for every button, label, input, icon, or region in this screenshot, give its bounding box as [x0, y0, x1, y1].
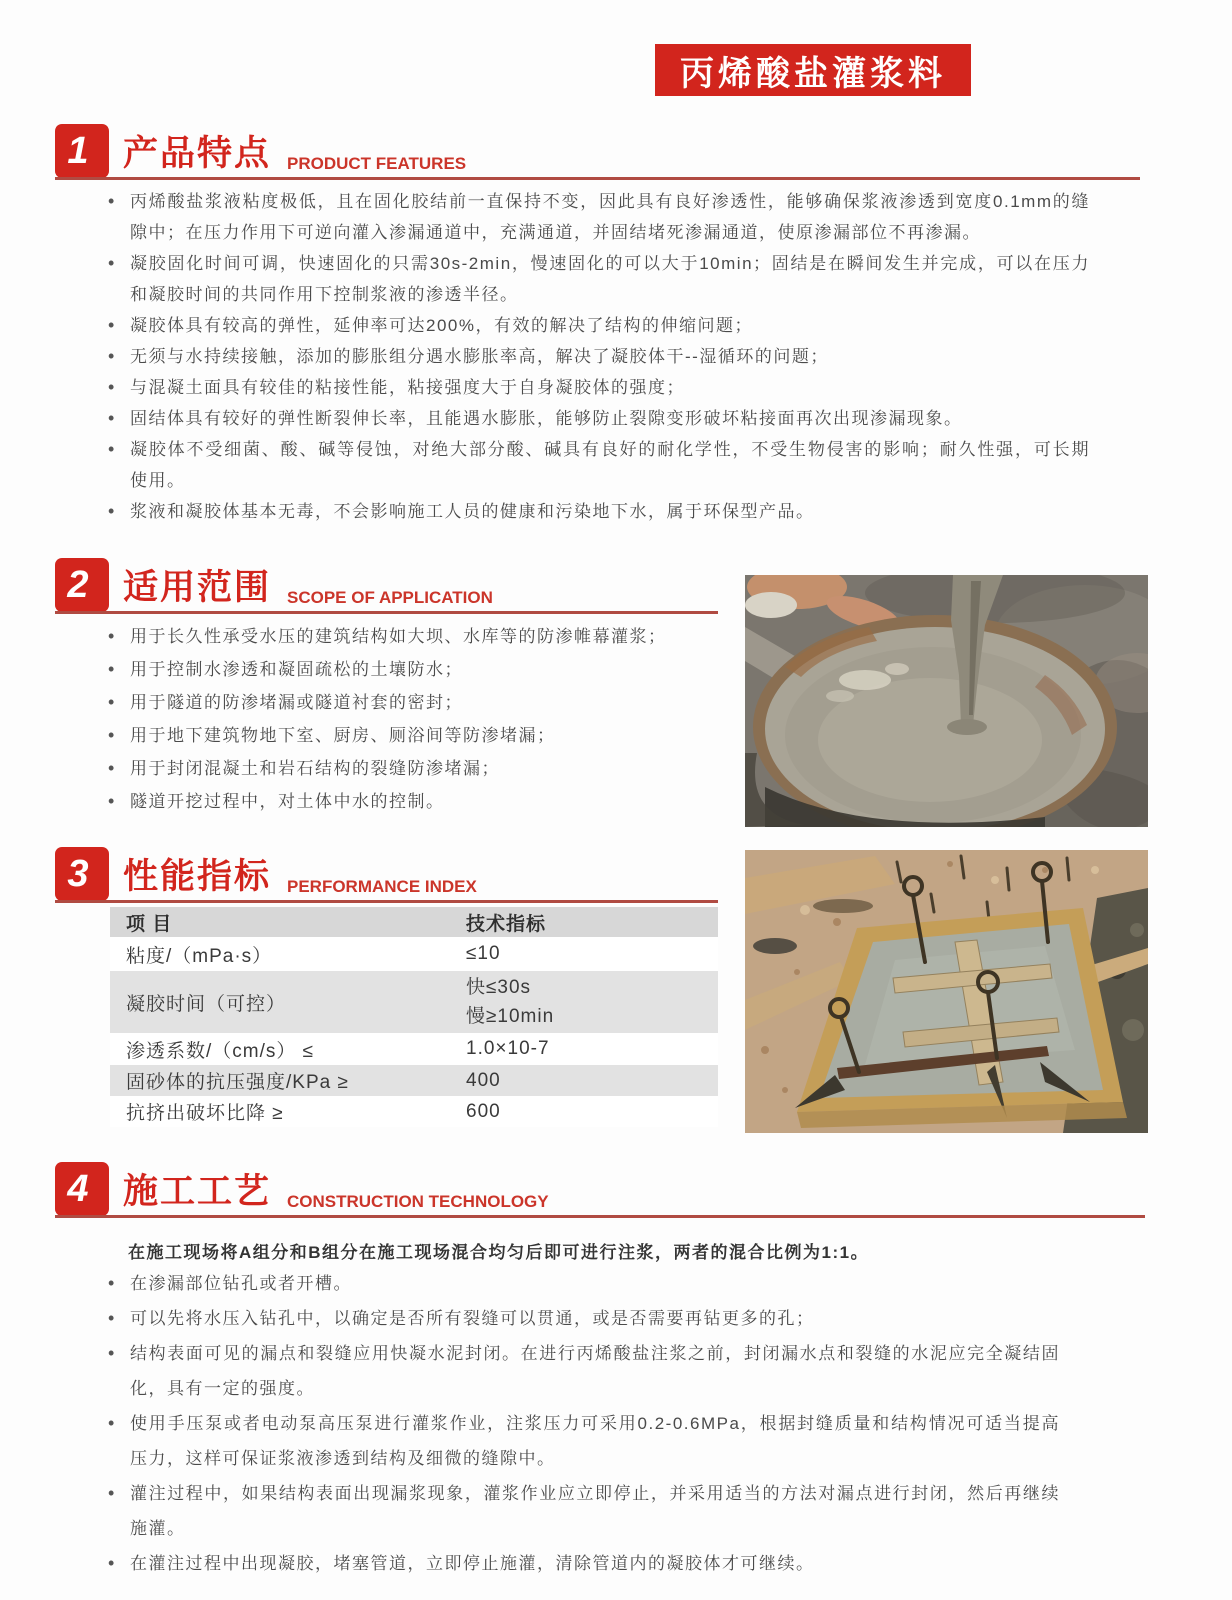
list-item: • 在渗漏部位钻孔或者开槽。 [100, 1266, 1060, 1301]
construction-intro-text: 在施工现场将A组分和B组分在施工现场混合均匀后即可进行注浆，两者的混合比例为1:1。 [128, 1243, 870, 1262]
table-cell-item: 抗挤出破坏比降 ≥ [126, 1103, 284, 1124]
scope-of-application-list [100, 620, 730, 818]
table-row [110, 1065, 718, 1096]
list-item: • 凝胶体不受细菌、酸、碱等侵蚀，对绝大部分酸、碱具有良好的耐化学性，不受生物侵害的影响；耐久性强，可长期使用。 [100, 434, 1090, 496]
section-1-underline [55, 177, 1140, 180]
table-cell-value: 600 [466, 1100, 501, 1122]
section-1-subtitle: PRODUCT FEATURES [287, 154, 467, 173]
section-4-subtitle: CONSTRUCTION TECHNOLOGY [287, 1192, 549, 1211]
list-item: • 与混凝土面具有较佳的粘接性能，粘接强度大于自身凝胶体的强度； [100, 372, 1090, 403]
table-cell-item: 粘度/（mPa·s） [126, 945, 273, 967]
list-item: • 凝胶体具有较高的弹性，延伸率可达200%，有效的解决了结构的伸缩问题； [100, 310, 1090, 341]
list-item: • 在灌注过程中出现凝胶，堵塞管道，立即停止施灌，清除管道内的凝胶体才可继续。 [100, 1546, 1060, 1581]
table-cell-item: 渗透系数/（cm/s） ≤ [126, 1040, 315, 1062]
section-4-title: 施工工艺 [123, 1172, 272, 1211]
section-2-subtitle: SCOPE OF APPLICATION [287, 588, 493, 607]
list-item: • 可以先将水压入钻孔中，以确定是否所有裂缝可以贯通，或是否需要再钻更多的孔； [100, 1301, 1060, 1336]
construction-steps-list [100, 1266, 1060, 1581]
table-header-row [110, 907, 718, 937]
list-item: • 用于隧道的防渗堵漏或隧道衬套的密封； [100, 686, 730, 719]
formwork-casting-photo [745, 850, 1148, 1133]
table-cell-value [462, 973, 718, 1031]
section-3-number: 3 [55, 847, 109, 901]
performance-index-table [110, 907, 718, 1127]
section-3-header [55, 845, 718, 903]
list-item: • 用于控制水渗透和凝固疏松的土壤防水； [100, 653, 730, 686]
list-item: • 用于封闭混凝土和岩石结构的裂缝防渗堵漏； [100, 752, 730, 785]
section-3-underline [55, 900, 718, 903]
section-4-underline [55, 1215, 1145, 1218]
formwork-casting-illustration [745, 850, 1148, 1133]
section-1-header [55, 122, 1140, 180]
table-header-value: 技术指标 [466, 913, 547, 935]
section-4-number: 4 [55, 1162, 109, 1216]
list-item: • 凝胶固化时间可调，快速固化的只需30s-2min，慢速固化的可以大于10min；固结是在瞬间发生并完成，可以在压力和凝胶时间的共同作用下控制浆液的渗透半径。 [100, 248, 1090, 310]
grout-mixing-illustration [745, 575, 1148, 827]
list-item: • 浆液和凝胶体基本无毒，不会影响施工人员的健康和污染地下水，属于环保型产品。 [100, 496, 1090, 527]
grout-mixing-photo [745, 575, 1148, 827]
list-item: • 固结体具有较好的弹性断裂伸长率，且能遇水膨胀，能够防止裂隙变形破坏粘接面再次出现渗漏现象。 [100, 403, 1090, 434]
list-item: • 无须与水持续接触，添加的膨胀组分遇水膨胀率高，解决了凝胶体干--湿循环的问题； [100, 341, 1090, 372]
table-row [110, 1096, 718, 1127]
list-item: • 结构表面可见的漏点和裂缝应用快凝水泥封闭。在进行丙烯酸盐注浆之前，封闭漏水点和裂缝的水泥应完全凝结固化，具有一定的强度。 [100, 1336, 1060, 1406]
table-cell-item: 凝胶时间（可控） [126, 993, 287, 1015]
list-item: • 用于长久性承受水压的建筑结构如大坝、水库等的防渗帷幕灌浆； [100, 620, 730, 653]
table-cell-value: ≤10 [466, 943, 501, 964]
list-item: • 灌注过程中，如果结构表面出现漏浆现象，灌浆作业应立即停止，并采用适当的方法对漏点进行封闭，然后再继续施灌。 [100, 1476, 1060, 1546]
list-item: • 隧道开挖过程中，对土体中水的控制。 [100, 785, 730, 818]
section-1-number: 1 [55, 124, 109, 178]
table-cell-value-fast: 快≤30s [466, 977, 532, 998]
section-3-subtitle: PERFORMANCE INDEX [287, 877, 477, 896]
table-cell-value: 1.0×10-7 [466, 1038, 550, 1059]
table-row [110, 1033, 718, 1065]
table-row [110, 971, 718, 1033]
list-item: • 丙烯酸盐浆液粘度极低，且在固化胶结前一直保持不变，因此具有良好渗透性，能够确保浆液渗透到宽度0.1mm的缝隙中；在压力作用下可逆向灌入渗漏通道中，充满通道，并固结堵死渗漏通道，使原渗漏部位不再渗漏。 [100, 186, 1090, 248]
list-item: • 用于地下建筑物地下室、厨房、厕浴间等防渗堵漏； [100, 719, 730, 752]
section-4-header [55, 1160, 1145, 1218]
table-cell-item: 固砂体的抗压强度/KPa ≥ [126, 1072, 349, 1093]
list-item: • 使用手压泵或者电动泵高压泵进行灌浆作业，注浆压力可采用0.2-0.6MPa，根据封缝质量和结构情况可适当提高压力，这样可保证浆液渗透到结构及细微的缝隙中。 [100, 1406, 1060, 1476]
table-header-item: 项 目 [126, 913, 173, 935]
section-1-title: 产品特点 [123, 134, 272, 173]
section-3-title: 性能指标 [123, 857, 272, 896]
section-2-header [55, 556, 718, 614]
table-row [110, 937, 718, 971]
product-features-list [100, 186, 1090, 527]
section-2-number: 2 [55, 558, 109, 612]
table-cell-value-slow: 慢≥10min [466, 1006, 555, 1027]
section-2-title: 适用范围 [123, 568, 272, 607]
product-title-badge: 丙烯酸盐灌浆料 [655, 44, 971, 96]
section-2-underline [55, 611, 718, 614]
table-cell-value: 400 [466, 1069, 501, 1091]
